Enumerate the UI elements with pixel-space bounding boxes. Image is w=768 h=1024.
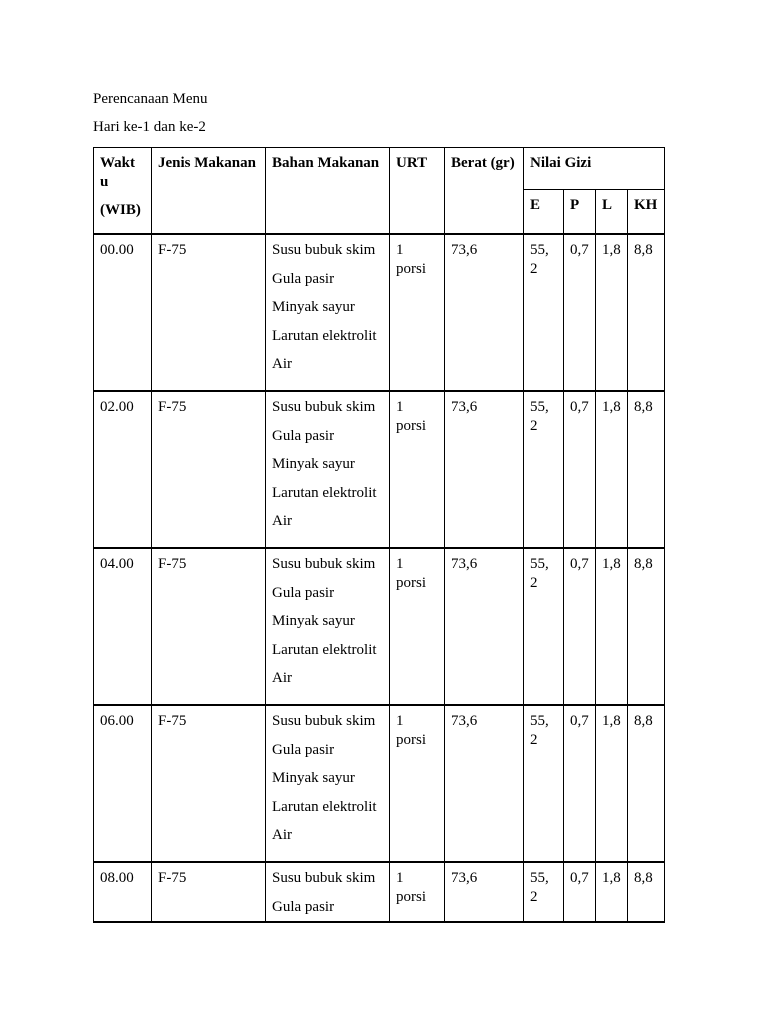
cell-food-type: F-75 [152, 234, 266, 391]
cell-weight: 73,6 [445, 548, 524, 705]
document-subtitle: Hari ke-1 dan ke-2 [93, 119, 206, 135]
energy-part1: 55, [530, 399, 549, 415]
ingredient-item: Gula pasir [272, 584, 335, 601]
header-jenis-makanan: Jenis Makanan [152, 148, 266, 235]
table-row [94, 862, 665, 922]
cell-ingredients [266, 548, 390, 705]
cell-ingredients [266, 705, 390, 862]
header-waktu-unit: (WIB) [100, 202, 141, 218]
ingredient-item: Larutan elektrolit [272, 327, 377, 344]
cell-lipid: 1,8 [596, 391, 628, 548]
table-row [94, 391, 665, 548]
cell-protein: 0,7 [564, 391, 596, 548]
urt-unit: porsi [396, 418, 426, 434]
ingredient-item: Gula pasir [272, 270, 335, 287]
cell-lipid: 1,8 [596, 234, 628, 391]
ingredient-item: Gula pasir [272, 741, 335, 758]
energy-part2: 2 [530, 889, 538, 905]
energy-part2: 2 [530, 418, 538, 434]
urt-qty: 1 [396, 713, 404, 729]
header-lipid: L [596, 190, 628, 235]
cell-protein: 0,7 [564, 862, 596, 922]
energy-part1: 55, [530, 556, 549, 572]
urt-qty: 1 [396, 399, 404, 415]
ingredient-item: Gula pasir [272, 898, 335, 915]
cell-protein: 0,7 [564, 548, 596, 705]
ingredient-item: Larutan elektrolit [272, 641, 377, 658]
cell-urt [390, 548, 445, 705]
energy-part2: 2 [530, 261, 538, 277]
ingredient-item: Air [272, 513, 292, 529]
document-title: Perencanaan Menu [93, 91, 208, 107]
cell-carbohydrate: 8,8 [628, 391, 665, 548]
cell-energy [524, 234, 564, 391]
ingredient-item: Susu bubuk skim [272, 556, 376, 572]
cell-energy [524, 391, 564, 548]
cell-carbohydrate: 8,8 [628, 234, 665, 391]
cell-ingredients [266, 234, 390, 391]
cell-energy [524, 705, 564, 862]
header-waktu-line1: Wakt [100, 155, 136, 171]
energy-part2: 2 [530, 575, 538, 591]
header-bahan-makanan: Bahan Makanan [266, 148, 390, 235]
energy-part1: 55, [530, 870, 549, 886]
energy-part2: 2 [530, 732, 538, 748]
cell-energy [524, 862, 564, 922]
urt-unit: porsi [396, 261, 426, 277]
cell-urt [390, 234, 445, 391]
ingredient-item: Susu bubuk skim [272, 870, 376, 886]
urt-unit: porsi [396, 889, 426, 905]
header-waktu-line2: u [100, 174, 109, 190]
cell-weight: 73,6 [445, 234, 524, 391]
cell-time: 06.00 [94, 705, 152, 862]
cell-time: 04.00 [94, 548, 152, 705]
cell-carbohydrate: 8,8 [628, 862, 665, 922]
menu-plan-table [93, 147, 665, 923]
table-row [94, 548, 665, 705]
cell-food-type: F-75 [152, 548, 266, 705]
cell-protein: 0,7 [564, 705, 596, 862]
cell-urt [390, 391, 445, 548]
header-berat: Berat (gr) [445, 148, 524, 235]
ingredient-item: Susu bubuk skim [272, 399, 376, 415]
ingredient-item: Minyak sayur [272, 456, 355, 472]
cell-lipid: 1,8 [596, 862, 628, 922]
cell-ingredients [266, 862, 390, 922]
cell-weight: 73,6 [445, 862, 524, 922]
ingredient-item: Gula pasir [272, 427, 335, 444]
cell-time: 02.00 [94, 391, 152, 548]
cell-urt [390, 862, 445, 922]
cell-lipid: 1,8 [596, 705, 628, 862]
cell-weight: 73,6 [445, 391, 524, 548]
table-row [94, 234, 665, 391]
ingredient-item: Air [272, 827, 292, 843]
cell-protein: 0,7 [564, 234, 596, 391]
cell-urt [390, 705, 445, 862]
cell-carbohydrate: 8,8 [628, 705, 665, 862]
cell-lipid: 1,8 [596, 548, 628, 705]
ingredient-item: Air [272, 356, 292, 372]
energy-part1: 55, [530, 713, 549, 729]
urt-unit: porsi [396, 575, 426, 591]
header-nilai-gizi: Nilai Gizi [524, 148, 665, 190]
cell-ingredients [266, 391, 390, 548]
urt-qty: 1 [396, 242, 404, 258]
header-urt: URT [390, 148, 445, 235]
ingredient-item: Minyak sayur [272, 299, 355, 315]
ingredient-item: Larutan elektrolit [272, 484, 377, 501]
ingredient-item: Minyak sayur [272, 613, 355, 629]
ingredient-item: Larutan elektrolit [272, 798, 377, 815]
ingredient-item: Susu bubuk skim [272, 242, 376, 258]
cell-time: 00.00 [94, 234, 152, 391]
cell-energy [524, 548, 564, 705]
table-row [94, 705, 665, 862]
cell-time: 08.00 [94, 862, 152, 922]
cell-weight: 73,6 [445, 705, 524, 862]
header-row [94, 148, 665, 190]
header-energy: E [524, 190, 564, 235]
urt-qty: 1 [396, 556, 404, 572]
header-carbohydrate: KH [628, 190, 665, 235]
cell-food-type: F-75 [152, 862, 266, 922]
header-protein: P [564, 190, 596, 235]
ingredient-item: Susu bubuk skim [272, 713, 376, 729]
urt-qty: 1 [396, 870, 404, 886]
urt-unit: porsi [396, 732, 426, 748]
energy-part1: 55, [530, 242, 549, 258]
cell-food-type: F-75 [152, 391, 266, 548]
cell-food-type: F-75 [152, 705, 266, 862]
header-waktu [94, 148, 152, 235]
cell-carbohydrate: 8,8 [628, 548, 665, 705]
ingredient-item: Minyak sayur [272, 770, 355, 786]
ingredient-item: Air [272, 670, 292, 686]
